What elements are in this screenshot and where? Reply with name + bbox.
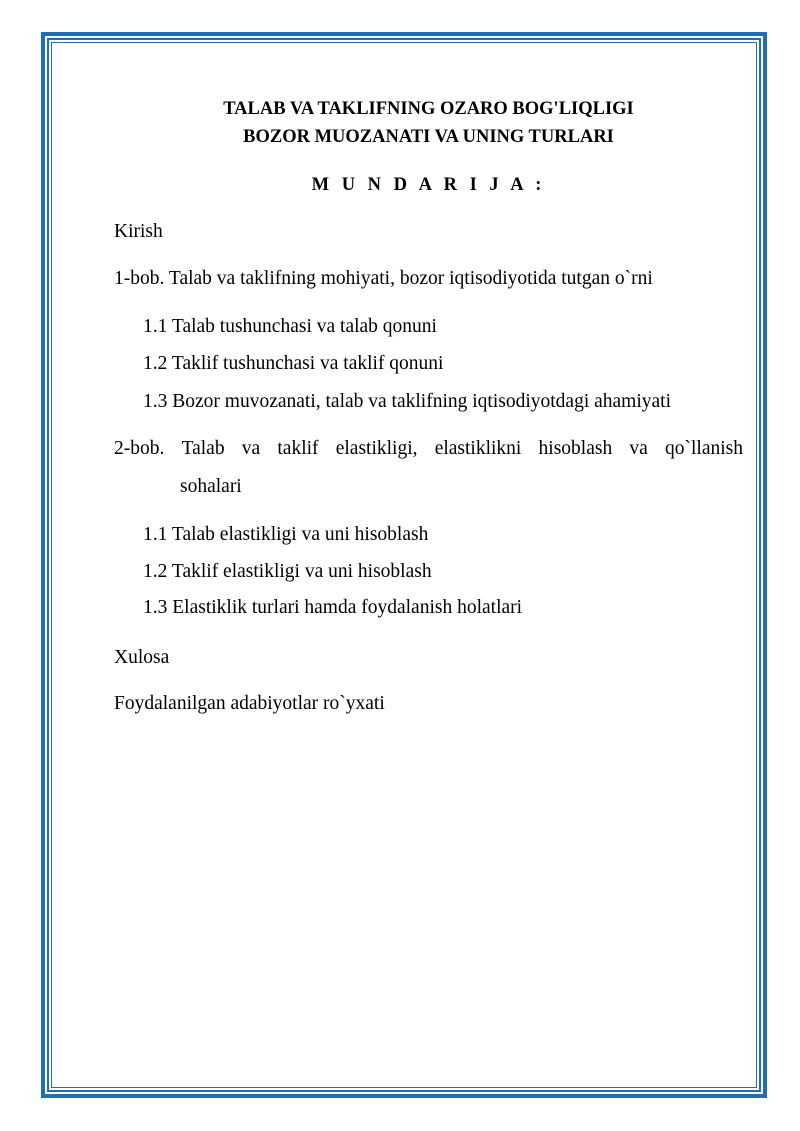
toc-chapter-2-word: va (241, 438, 261, 459)
toc-chapter-2-word: elastikligi, (335, 438, 418, 459)
toc-chapter-1-section-1: 1.1 Talab tushunchasi va talab qonuni (143, 316, 437, 337)
toc-chapter-2-section-3: 1.3 Elastiklik turlari hamda foydalanish holatlari (143, 597, 523, 618)
toc-chapter-1-section-3: 1.3 Bozor muvozanati, talab va taklifning iqtisodiyotdagi ahamiyati (143, 391, 672, 412)
toc-conclusion: Xulosa (114, 647, 170, 668)
toc-chapter-2-section-1: 1.1 Talab elastikligi va uni hisoblash (143, 524, 429, 545)
toc-chapter-2-word: qo`llanish (664, 438, 743, 459)
document-title-line-1: TALAB VA TAKLIFNING OZARO BOG'LIQLIGI (223, 99, 634, 119)
toc-chapter-2-title (114, 437, 743, 461)
toc-intro: Kirish (114, 221, 163, 242)
document-title-line-2: BOZOR MUOZANATI VA UNING TURLARI (243, 127, 614, 147)
toc-chapter-2-title-continuation: sohalari (180, 476, 242, 497)
toc-chapter-1-title: 1-bob. Talab va taklifning mohiyati, bozor iqtisodiyotida tutgan o`rni (114, 268, 653, 289)
toc-chapter-1-section-2: 1.2 Taklif tushunchasi va taklif qonuni (143, 353, 444, 374)
toc-chapter-2-word: va (629, 438, 648, 459)
toc-chapter-2-section-2: 1.2 Taklif elastikligi va uni hisoblash (143, 561, 432, 582)
toc-chapter-2-word: elastiklikni (434, 438, 522, 459)
toc-chapter-2-word: taklif (277, 438, 319, 459)
toc-references: Foydalanilgan adabiyotlar ro`yxati (114, 693, 385, 714)
toc-chapter-2-word: 2-bob. (114, 438, 165, 459)
contents-heading: M U N D A R I J A : (311, 175, 546, 195)
toc-chapter-2-word: Talab (181, 438, 225, 459)
toc-chapter-2-word: hisoblash (538, 438, 613, 459)
